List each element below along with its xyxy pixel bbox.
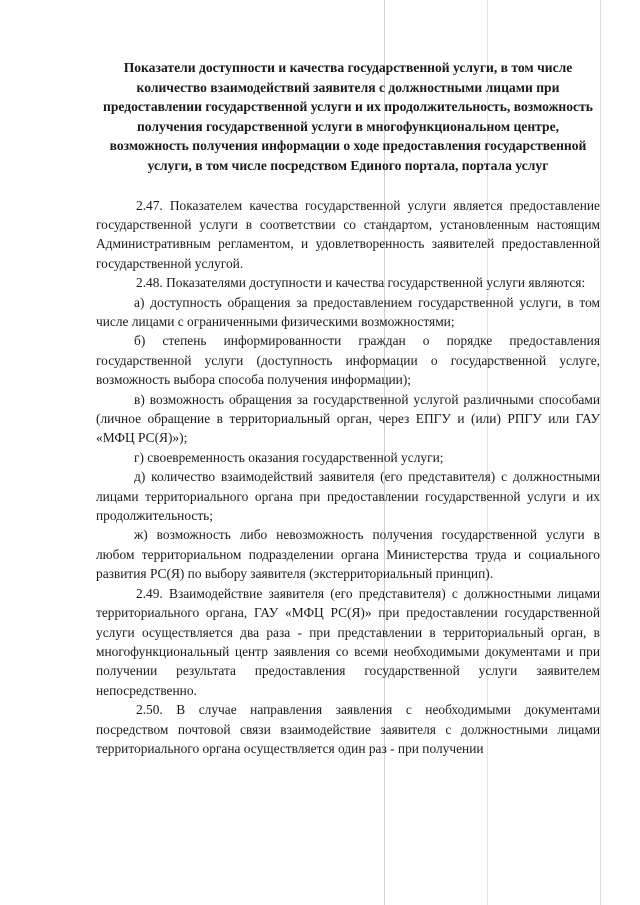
list-item-b: б) степень информированности граждан о порядке предоставления государственной услуги (доступность информации о государственной услуге, возможность выбора способа получения информации); xyxy=(96,333,600,388)
section-title: Показатели доступности и качества государственной услуги, в том числе количество взаимодействий заявителя с должностными лицами при предоставлении государственной услуги и их продолжительность, возможность получения государственной услуги в многофункциональном центре, возможность получения информации о ходе предоставления государственной услуги, в том числе посредством Единого портала, портала услуг xyxy=(103,60,593,173)
list-item-zh: ж) возможность либо невозможность получения государственной услуги в любом территориальном подразделении органа Министерства труда и социального развития РС(Я) по выбору заявителя (экстерриториальный принцип). xyxy=(96,527,600,582)
paragraph-2-50: 2.50. В случае направления заявления с необходимыми документами посредством почтовой связи взаимодействие заявителя с должностными лицами территориального органа осуществляется один раз - при получении xyxy=(96,702,600,756)
scan-fold-line xyxy=(600,0,601,905)
paragraph-2-49: 2.49. Взаимодействие заявителя (его представителя) с должностными лицами территориального органа, ГАУ «МФЦ РС(Я)» при предоставлении государственной услуги осуществляется два раза - при представлении в территориальный орган, в многофункциональный центр заявления со всеми необходимыми документами и при получении результата предоставления государственной услуги заявителем непосредственно. xyxy=(96,585,600,698)
list-item-g: г) своевременность оказания государственной услуги; xyxy=(134,449,444,465)
document-page xyxy=(96,58,600,758)
paragraph-2-47: 2.47. Показателем качества государственной услуги является предоставление государственной услуги в соответствии со стандартом, установленным настоящим Административным регламентом, и удовлетворенность заявителей предоставленной государственной услугой. xyxy=(96,197,600,271)
paragraph-2-48: 2.48. Показателями доступности и качества государственной услуги являются: xyxy=(136,275,586,291)
list-item-v: в) возможность обращения за государственной услугой различными способами (личное обращение в территориальный орган, через ЕПГУ и (или) РПГУ или ГАУ «МФЦ РС(Я)»); xyxy=(96,391,600,446)
list-item-d: д) количество взаимодействий заявителя (его представителя) с должностными лицами территориального органа при предоставлении государственной услуги и их продолжительность; xyxy=(96,469,600,524)
list-item-a: а) доступность обращения за предоставлением государственной услуги, в том числе лицами с ограниченными физическими возможностями; xyxy=(96,294,600,329)
